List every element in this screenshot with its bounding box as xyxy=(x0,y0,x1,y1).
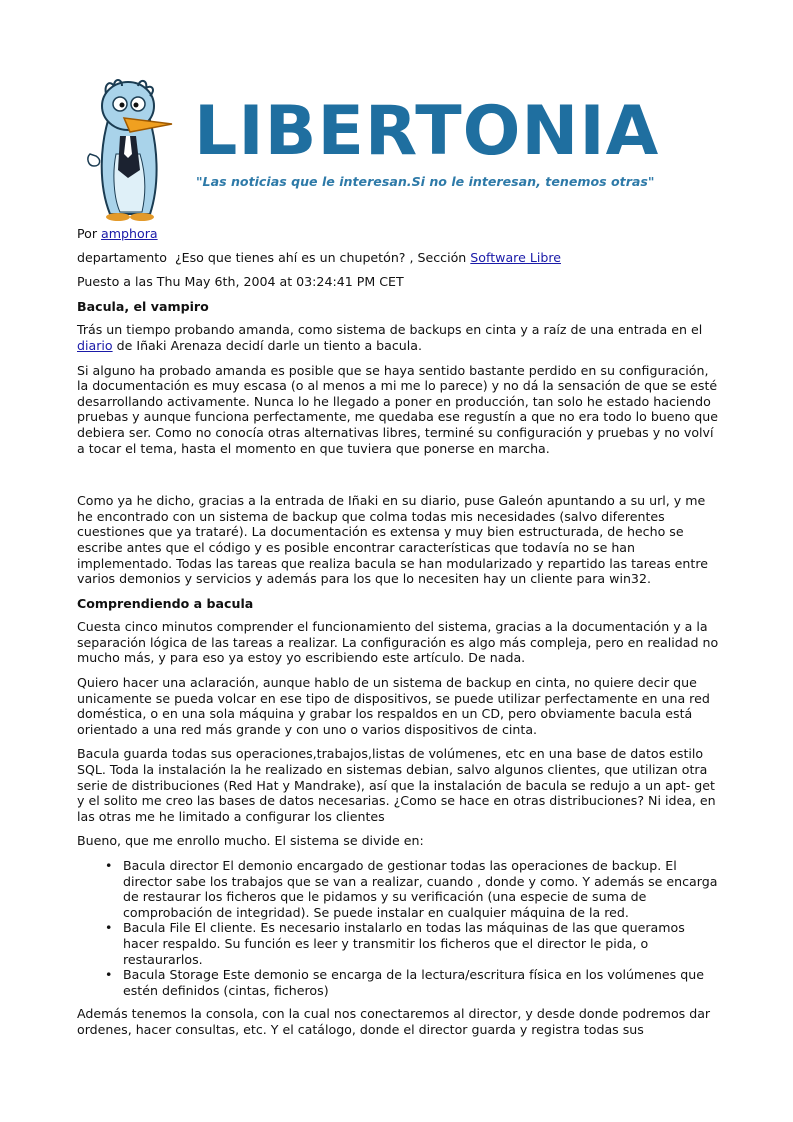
byline-prefix: Por xyxy=(77,226,98,241)
paragraph-1-start: Trás un tiempo probando amanda, como sistema de backups en cinta y a raíz de una entrada en el xyxy=(77,322,703,338)
byline xyxy=(77,226,719,242)
list-item-text: Bacula Storage Este demonio se encarga de la lectura/escritura física en los volúmenes que estén definidos (cintas, ficheros) xyxy=(123,967,704,998)
bullet-icon: • xyxy=(105,920,113,936)
site-header xyxy=(80,74,680,224)
diario-link[interactable]: diario xyxy=(77,337,113,353)
section-link[interactable]: Software Libre xyxy=(470,249,561,265)
department-line xyxy=(77,250,719,266)
department-prefix: departamento xyxy=(77,249,167,265)
paragraph-3: Como ya he dicho, gracias a la entrada de Iñaki en su diario, puse Galeón apuntando a su url, y me he encontrado con un sistema de backup que colma todas mis necesidades (salvo diferentes cuestiones que ya trataré). La documentación es extensa y muy bien estructurada, de hecho se escribe antes que el código y es posible encontrar características que todavía no se han implementado. Todas las tareas que realiza bacula se han modularizado y repartido las tareas entre varios demonios y servicios y además para los que lo necesiten hay un cliente para win32. xyxy=(77,493,708,587)
list-item xyxy=(105,858,719,920)
site-slogan: "Las noticias que le interesan.Si no le interesan, tenemos otras" xyxy=(196,174,655,189)
paragraph-8: Además tenemos la consola, con la cual nos conectaremos al director, y desde donde podremos dar ordenes, hacer consultas, etc. Y el catálogo, donde el director guarda y registra todas sus xyxy=(77,1006,711,1037)
paragraph-6: Bacula guarda todas sus operaciones,trabajos,listas de volúmenes, etc en una base de datos estilo SQL. Toda la instalación la he realizado en sistemas debian, salvo algunos clientes, que utilizan otra serie de distribuciones (Red Hat y Mandrake), así que la instalación de bacula se redujo a un apt- get y el solito me creo las bases de datos necesarias. ¿Como se hace en otras distribuciones? Ni idea, en las otras me he limitado a configurar los clientes xyxy=(77,746,716,824)
article-title: Bacula, el vampiro xyxy=(77,298,209,314)
paragraph-gap xyxy=(77,465,719,493)
paragraph-5: Quiero hacer una aclaración, aunque hablo de un sistema de backup en cinta, no quiere decir que unicamente se pueda volcar en ese tipo de dispositivos, se puede utilizar perfectamente en una red doméstica, o en una sola máquina y grabar los respaldos en un CD, pero obviamente bacula está orientado a una red más grande y con uno o varios dispositivos de cinta. xyxy=(77,675,710,737)
author-link[interactable]: amphora xyxy=(101,226,158,241)
bullet-icon: • xyxy=(105,858,113,873)
paragraph-7: Bueno, que me enrollo mucho. El sistema se divide en: xyxy=(77,833,424,849)
list-item xyxy=(105,967,719,998)
paragraph-1 xyxy=(77,322,719,353)
paragraph-1-end: de Iñaki Arenaza decidí darle un tiento a bacula. xyxy=(116,337,422,353)
list-item xyxy=(105,920,719,967)
component-list xyxy=(77,858,719,998)
section-heading: Comprendiendo a bacula xyxy=(77,595,254,611)
department-text: ¿Eso que tienes ahí es un chupetón? , Sección xyxy=(174,249,467,265)
paragraph-4: Cuesta cinco minutos comprender el funcionamiento del sistema, gracias a la documentación y a la separación lógica de las tareas a realizar. La configuración es algo más compleja, pero en realidad no mucho más, y para eso ya estoy yo escribiendo este artículo. De nada. xyxy=(77,619,719,666)
list-item-text: Bacula director El demonio encargado de gestionar todas las operaciones de backup. El director sabe los trabajos que se van a realizar, cuando , donde y como. Y además se encarga de restaurar los ficheros que le pidamos y su verificación (una especie de suma de comprobación de integridad). Se puede instalar en cualquier máquina de la red. xyxy=(123,858,718,920)
site-logo: LIBERTONIA xyxy=(194,92,660,171)
penguin-mascot-icon xyxy=(80,74,190,224)
bullet-icon: • xyxy=(105,967,113,983)
article xyxy=(77,226,719,1047)
posted-date: Puesto a las Thu May 6th, 2004 at 03:24:41 PM CET xyxy=(77,274,404,290)
list-item-text: Bacula File El cliente. Es necesario instalarlo en todas las máquinas de las que queramos hacer respaldo. Su función es leer y transmitir los ficheros que el director le pida, o restaurarlos. xyxy=(123,920,685,967)
paragraph-2: Si alguno ha probado amanda es posible que se haya sentido bastante perdido en su configuración, la documentación es muy escasa (o al menos a mi me lo parece) y no dá la sensación de que se esté desarrollando activamente. Nunca lo he llegado a poner en producción, tan solo he estado haciendo pruebas y aunque funciona perfectamente, me quedaba ese regustín a que no era todo lo bueno que debiera ser. Como no conocía otras alternativas libres, terminé su configuración y pruebas y no volví a tocar el tema, hasta el momento en que tuviera que ponerse en marcha. xyxy=(77,362,718,456)
